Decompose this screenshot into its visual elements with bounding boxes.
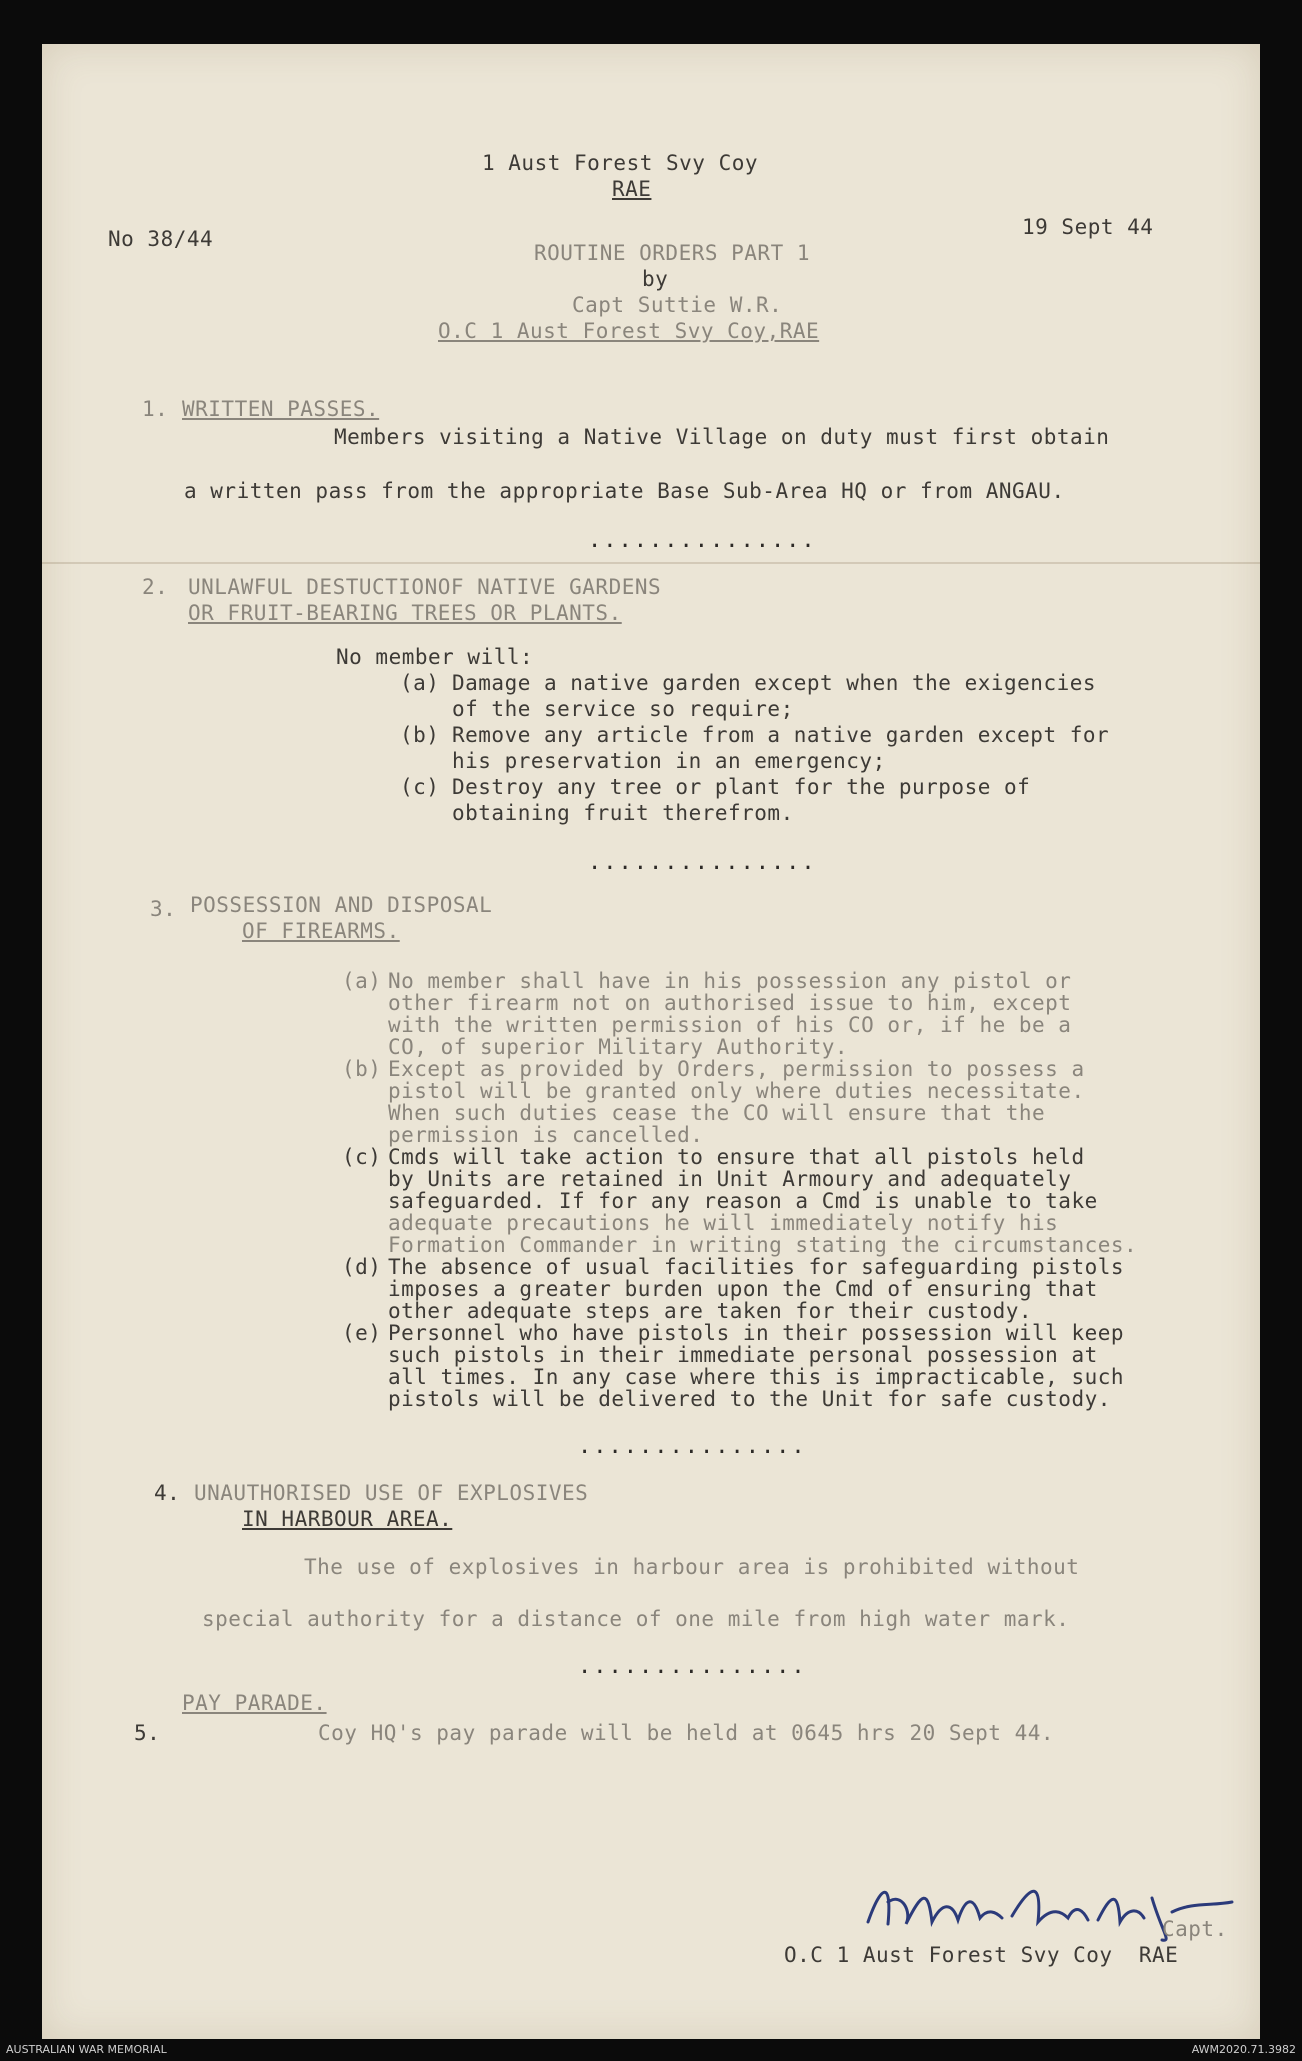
section-3-heading-1: POSSESSION AND DISPOSAL (190, 893, 493, 917)
section-4-line-2: special authority for a distance of one mile from high water mark. (202, 1607, 1070, 1631)
order-number: No 38/44 (108, 227, 214, 251)
section-3-item-a-letter: (a) (342, 969, 382, 993)
section-3-number: 3. (150, 897, 177, 921)
section-4-heading-1: UNAUTHORISED USE OF EXPLOSIVES (194, 1481, 589, 1505)
section-2-item-a-line-1: Damage a native garden except when the exigencies (452, 671, 1097, 695)
section-3-item-c-letter: (c) (342, 1145, 382, 1169)
section-3-item-e-line-3: all times. In any case where this is impracticable, such (388, 1365, 1125, 1389)
section-2-heading-1: UNLAWFUL DESTUCTIONOF NATIVE GARDENS (188, 575, 662, 599)
separator-1: ............... (588, 528, 817, 553)
separator-3: ............... (578, 1434, 807, 1459)
footer-institution: AUSTRALIAN WAR MEMORIAL (6, 2043, 167, 2056)
section-2-item-c-letter: (c) (400, 775, 440, 799)
section-3-item-d-letter: (d) (342, 1255, 382, 1279)
section-1-line-1: Members visiting a Native Village on duty must first obtain (334, 425, 1110, 449)
footer-accession-number: AWM2020.71.3982 (1191, 2043, 1296, 2056)
unit-name: 1 Aust Forest Svy Coy (482, 151, 759, 175)
section-3-item-a-line-2: other firearm not on authorised issue to him, except (388, 991, 1072, 1015)
document-page (42, 44, 1260, 2039)
section-3-item-d-line-2: imposes a greater burden upon the Cmd of ensuring that (388, 1277, 1098, 1301)
section-3-item-e-line-4: pistols will be delivered to the Unit for safe custody. (388, 1387, 1111, 1411)
officer-name: Capt Suttie W.R. (572, 293, 783, 317)
signature-title: O.C 1 Aust Forest Svy Coy RAE (784, 1943, 1179, 1967)
section-3-heading-2: OF FIREARMS. (242, 919, 400, 943)
oc-line: O.C 1 Aust Forest Svy Coy,RAE (438, 319, 820, 343)
section-1-number: 1. (142, 397, 169, 421)
section-1-line-2: a written pass from the appropriate Base Sub-Area HQ or from ANGAU. (184, 479, 1065, 503)
separator-2: ............... (588, 850, 817, 875)
section-3-item-c-line-2: by Units are retained in Unit Armoury and adequately (388, 1167, 1072, 1191)
signature-rank: Capt. (1162, 1917, 1228, 1941)
document-title: ROUTINE ORDERS PART 1 (534, 241, 811, 265)
section-3-item-c-line-1: Cmds will take action to ensure that all pistols held (388, 1145, 1085, 1169)
section-3-item-c-line-4: adequate precautions he will immediately notify his (388, 1211, 1059, 1235)
fold-line (42, 562, 1260, 564)
section-2-number: 2. (142, 575, 169, 599)
section-3-item-b-line-4: permission is cancelled. (388, 1123, 704, 1147)
section-5-number: 5. (134, 1721, 161, 1745)
section-5-line-1: Coy HQ's pay parade will be held at 0645 hrs 20 Sept 44. (318, 1721, 1055, 1745)
section-5-heading: PAY PARADE. (182, 1691, 327, 1715)
section-2-item-a-line-2: of the service so require; (452, 697, 794, 721)
section-3-item-b-line-2: pistol will be granted only where duties necessitate. (388, 1079, 1085, 1103)
section-3-item-d-line-1: The absence of usual facilities for safeguarding pistols (388, 1255, 1125, 1279)
section-2-heading-2: OR FRUIT-BEARING TREES OR PLANTS. (188, 601, 622, 625)
section-3-item-d-line-3: other adequate steps are taken for their custody. (388, 1299, 1033, 1323)
section-3-item-e-line-1: Personnel who have pistols in their possession will keep (388, 1321, 1125, 1345)
section-1-heading: WRITTEN PASSES. (182, 397, 380, 421)
section-4-number: 4. (154, 1481, 181, 1505)
section-3-item-e-line-2: such pistols in their immediate personal possession at (388, 1343, 1098, 1367)
signature-text: R Whake Lieut for (872, 1934, 913, 1939)
section-3-item-a-line-4: CO, of superior Military Authority. (388, 1035, 849, 1059)
separator-4: ............... (578, 1654, 807, 1679)
section-4-heading-2: IN HARBOUR AREA. (242, 1507, 453, 1531)
section-2-item-b-line-1: Remove any article from a native garden except for (452, 723, 1110, 747)
section-3-item-c-line-5: Formation Commander in writing stating the circumstances. (388, 1233, 1138, 1257)
section-3-item-b-line-3: When such duties cease the CO will ensure that the (388, 1101, 1046, 1125)
section-3-item-e-letter: (e) (342, 1321, 382, 1345)
section-3-item-b-line-1: Except as provided by Orders, permission to possess a (388, 1057, 1085, 1081)
section-2-item-c-line-2: obtaining fruit therefrom. (452, 801, 794, 825)
section-2-item-b-line-2: his preservation in an emergency; (452, 749, 886, 773)
section-2-item-b-letter: (b) (400, 723, 440, 747)
order-date: 19 Sept 44 (1022, 215, 1154, 239)
section-3-item-a-line-1: No member shall have in his possession any pistol or (388, 969, 1072, 993)
section-2-item-c-line-1: Destroy any tree or plant for the purpose of (452, 775, 1031, 799)
section-3-item-b-letter: (b) (342, 1057, 382, 1081)
section-3-item-a-line-3: with the written permission of his CO or, if he be a (388, 1013, 1072, 1037)
section-2-item-a-letter: (a) (400, 671, 440, 695)
section-2-intro: No member will: (336, 645, 534, 669)
section-4-line-1: The use of explosives in harbour area is prohibited without (304, 1555, 1080, 1579)
section-3-item-c-line-3: safeguarded. If for any reason a Cmd is unable to take (388, 1189, 1098, 1213)
corps-name: RAE (612, 177, 652, 201)
by-line: by (642, 267, 669, 291)
